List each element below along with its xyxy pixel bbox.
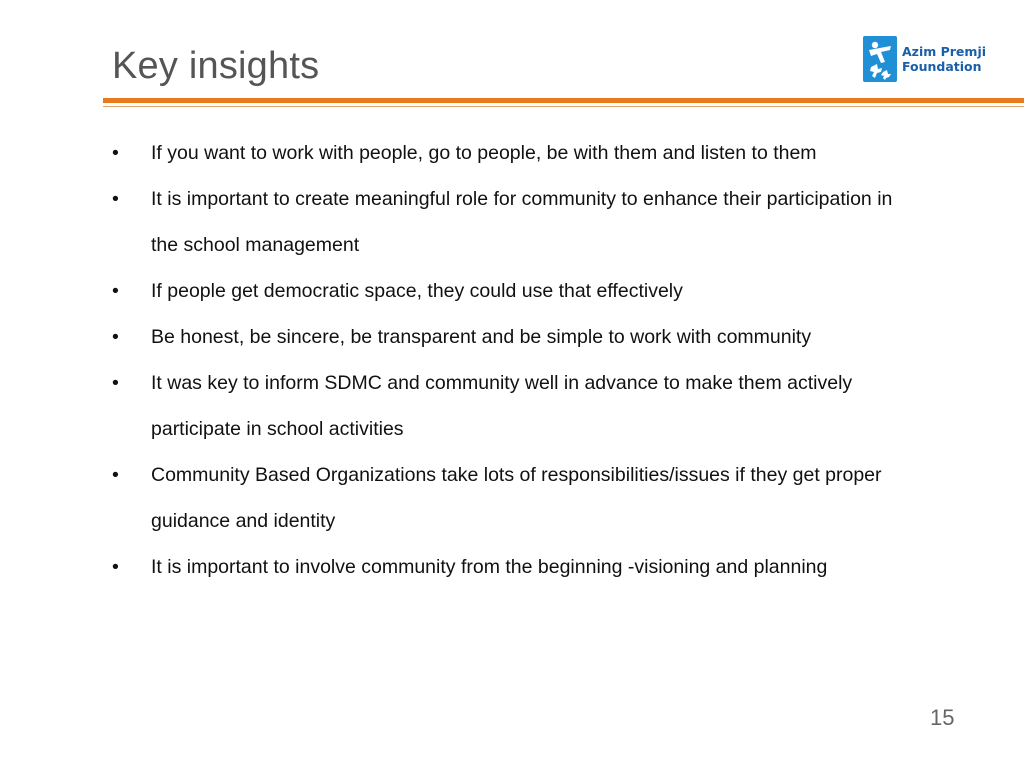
list-item <box>112 544 912 590</box>
bullet-marker: • <box>112 188 119 210</box>
logo-line-1: Azim Premji <box>902 44 987 59</box>
logo-line-2: Foundation <box>902 59 982 74</box>
list-item <box>112 176 912 268</box>
list-item <box>112 130 912 176</box>
list-item <box>112 268 912 314</box>
bullet-text: If people get democratic space, they could use that effectively <box>151 280 683 302</box>
bullet-marker: • <box>112 556 119 578</box>
title-underline <box>103 98 1024 103</box>
bullet-marker: • <box>112 464 119 486</box>
bullet-marker: • <box>112 280 119 302</box>
list-item <box>112 314 912 360</box>
bullet-text: Community Based Organizations take lots of responsibilities/issues if they get proper guidance and identity <box>151 464 882 532</box>
bullet-marker: • <box>112 372 119 394</box>
bullet-list <box>112 130 912 590</box>
list-item <box>112 360 912 452</box>
bullet-marker: • <box>112 326 119 348</box>
bullet-text: It is important to involve community from the beginning -visioning and planning <box>151 556 828 578</box>
logo-text <box>902 44 986 74</box>
bullet-text: If you want to work with people, go to people, be with them and listen to them <box>151 142 817 164</box>
slide-title: Key insights <box>112 45 320 87</box>
bullet-text: Be honest, be sincere, be transparent and be simple to work with community <box>151 326 812 348</box>
logo <box>863 34 993 84</box>
star-person-icon <box>863 36 897 82</box>
bullet-text: It was key to inform SDMC and community well in advance to make them actively participate in school activities <box>151 372 853 440</box>
page-number: 15 <box>930 705 955 730</box>
bullet-text: It is important to create meaningful role for community to enhance their participation in the school management <box>151 188 893 256</box>
list-item <box>112 452 912 544</box>
title-underline-thin <box>103 106 1024 107</box>
bullet-marker: • <box>112 142 119 164</box>
